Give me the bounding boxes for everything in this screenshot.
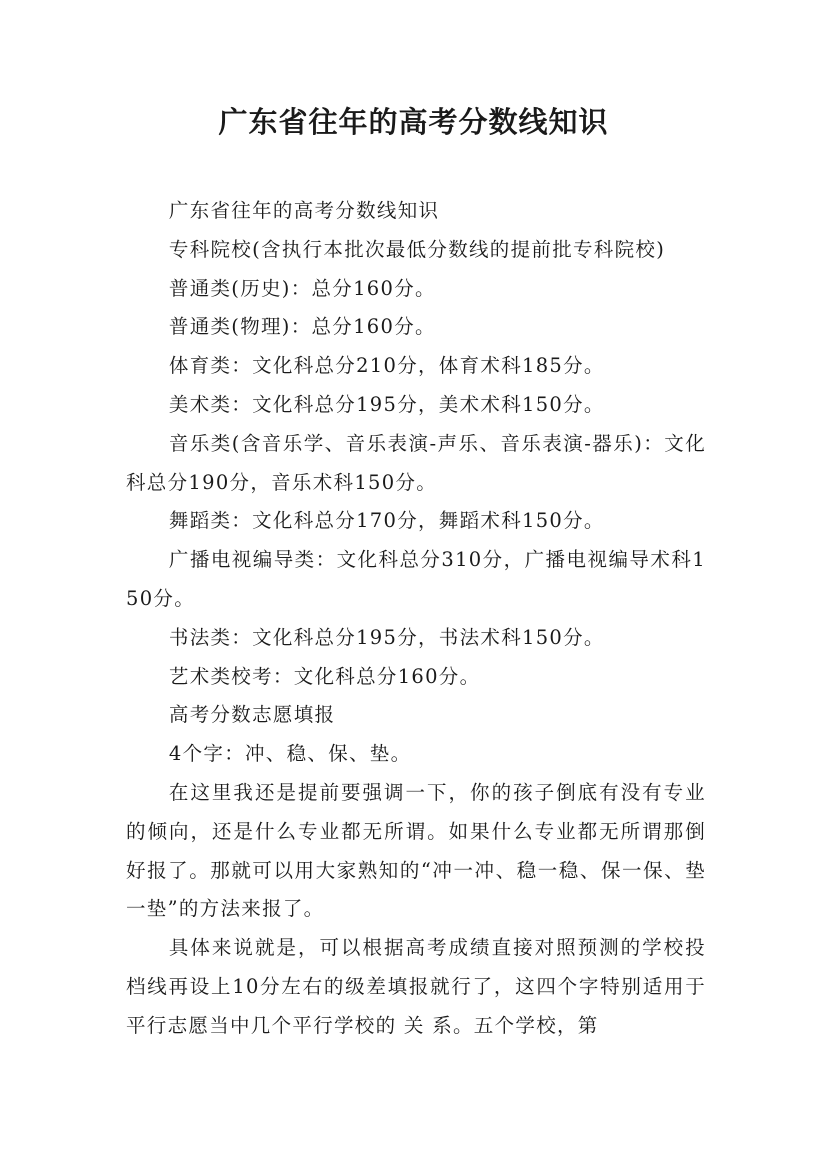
paragraph-music: 音乐类(含音乐学、音乐表演-声乐、音乐表演-器乐)：文化科总分190分，音乐术科150分。 bbox=[126, 431, 706, 494]
paragraph-broadcast-directing: 广播电视编导类：文化科总分310分，广播电视编导术科150分。 bbox=[126, 548, 706, 610]
document-title: 广东省往年的高考分数线知识 bbox=[218, 105, 609, 139]
paragraph-general-physics: 普通类(物理)：总分160分。 bbox=[168, 315, 436, 339]
paragraph-sports: 体育类：文化科总分210分，体育术科185分。 bbox=[168, 354, 605, 378]
paragraph-strategy-details: 具体来说就是，可以根据高考成绩直接对照预测的学校投档线再设上10分左右的级差填报就行了，这四个字特别适用于平行志愿当中几个平行学校的 关 系。五个学校，第 bbox=[126, 936, 706, 1037]
paragraph-general-history: 普通类(历史)：总分160分。 bbox=[168, 276, 436, 300]
paragraph-calligraphy: 书法类：文化科总分195分，书法术科150分。 bbox=[168, 625, 605, 649]
paragraph-fine-arts: 美术类：文化科总分195分，美术术科150分。 bbox=[168, 392, 605, 416]
paragraph-application-heading: 高考分数志愿填报 bbox=[168, 703, 336, 727]
paragraph-art-school-exam: 艺术类校考：文化科总分160分。 bbox=[168, 664, 481, 688]
paragraph-four-words: 4个字：冲、稳、保、垫。 bbox=[168, 742, 412, 766]
paragraph-strategy-explanation: 在这里我还是提前要强调一下，你的孩子倒底有没有专业的倾向，还是什么专业都无所谓。如果什么专业都无所谓那倒好报了。那就可以用大家熟知的“冲一冲、稳一稳、保一保、垫一垫”的方法来报了。 bbox=[126, 780, 706, 921]
paragraph-dance: 舞蹈类：文化科总分170分，舞蹈术科150分。 bbox=[168, 509, 605, 533]
paragraph-intro-heading: 广东省往年的高考分数线知识 bbox=[168, 199, 440, 222]
paragraph-specialty-colleges: 专科院校(含执行本批次最低分数线的提前批专科院校) bbox=[168, 237, 666, 261]
document-body bbox=[126, 192, 706, 1046]
